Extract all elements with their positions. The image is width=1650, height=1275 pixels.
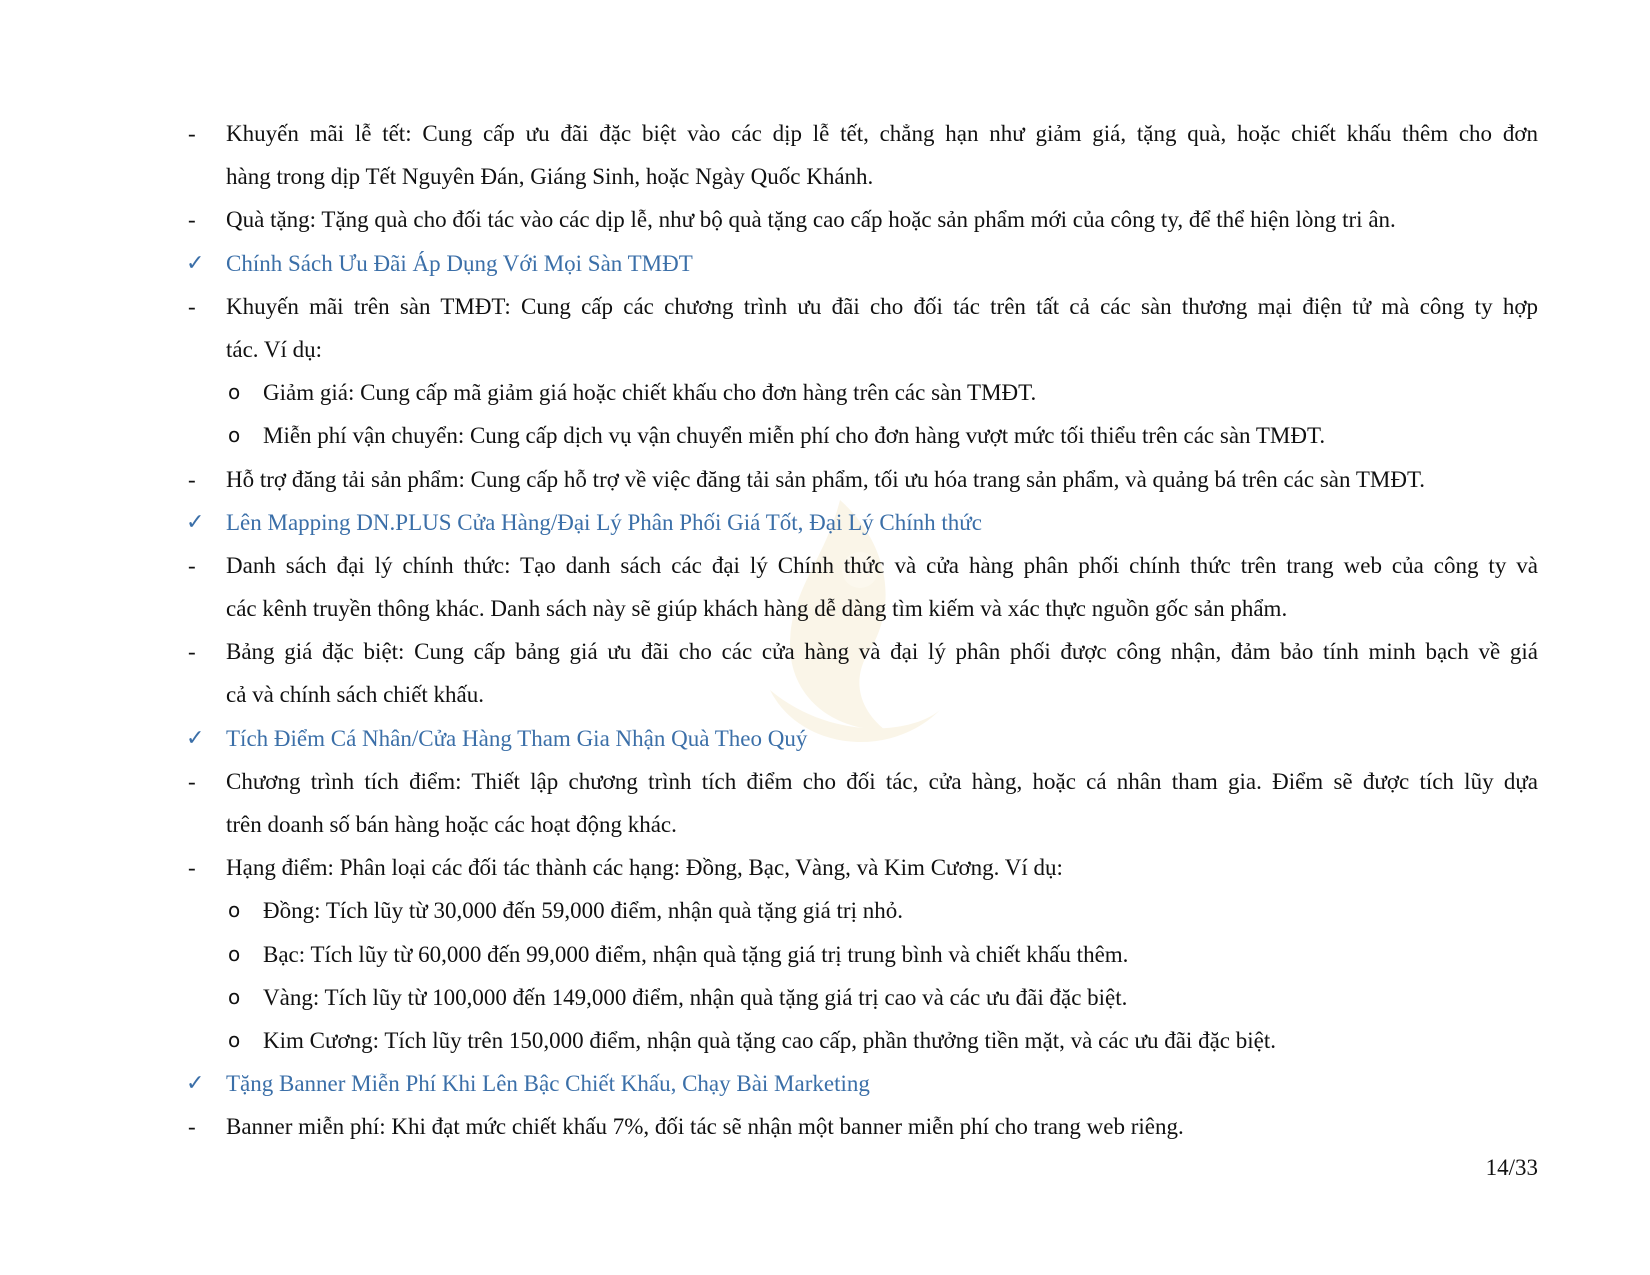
item-text: Danh sách đại lý chính thức: Tạo danh sách các đại lý Chính thức và cửa hàng phân phối chính thức trên trang web của công ty và xyxy=(226,552,1538,578)
bullet-item xyxy=(186,112,1538,155)
item-text: Miễn phí vận chuyển: Cung cấp dịch vụ vận chuyển miễn phí cho đơn hàng vượt mức tối thiểu trên các sàn TMĐT. xyxy=(263,423,1326,449)
bullet-item xyxy=(186,1105,1538,1148)
bullet-item xyxy=(186,285,1538,328)
section-heading xyxy=(186,717,1538,760)
circle-bullet-icon: o xyxy=(228,1027,241,1052)
dash-bullet: - xyxy=(188,466,196,492)
item-text: Bạc: Tích lũy từ 60,000 đến 99,000 điểm, nhận quà tặng giá trị trung bình và chiết khấu thêm. xyxy=(263,941,1129,967)
circle-bullet-icon: o xyxy=(228,898,241,923)
bullet-continuation xyxy=(186,155,1538,198)
bullet-item xyxy=(186,198,1538,241)
section-heading xyxy=(186,242,1538,285)
section-heading-text: Tích Điểm Cá Nhân/Cửa Hàng Tham Gia Nhận Quà Theo Quý xyxy=(226,725,808,751)
sub-bullet-item xyxy=(186,976,1538,1019)
checkmark-icon: ✓ xyxy=(186,250,205,276)
item-text: các kênh truyền thông khác. Danh sách này sẽ giúp khách hàng dễ dàng tìm kiếm và xác thực nguồn gốc sản phẩm. xyxy=(226,596,1288,622)
item-text: Kim Cương: Tích lũy trên 150,000 điểm, nhận quà tặng cao cấp, phần thưởng tiền mặt, và các ưu đãi đặc biệt. xyxy=(263,1027,1276,1053)
section-heading xyxy=(186,1062,1538,1105)
sub-bullet-item xyxy=(186,414,1538,457)
item-text: Hỗ trợ đăng tải sản phẩm: Cung cấp hỗ trợ về việc đăng tải sản phẩm, tối ưu hóa trang sản phẩm, và quảng bá trên các sàn TMĐT. xyxy=(226,466,1426,492)
circle-bullet-icon: o xyxy=(228,941,241,966)
item-text: tác. Ví dụ: xyxy=(226,336,323,362)
dash-bullet: - xyxy=(188,121,196,146)
dash-bullet: - xyxy=(188,207,196,233)
bullet-item xyxy=(186,760,1538,803)
circle-bullet-icon: o xyxy=(228,984,241,1009)
item-text: Banner miễn phí: Khi đạt mức chiết khấu 7%, đối tác sẽ nhận một banner miễn phí cho trang web riêng. xyxy=(226,1114,1184,1140)
bullet-item xyxy=(186,846,1538,889)
bullet-item xyxy=(186,630,1538,673)
circle-bullet-icon: o xyxy=(228,423,241,448)
section-heading-text: Chính Sách Ưu Đãi Áp Dụng Với Mọi Sàn TMĐT xyxy=(226,250,693,276)
item-text: Vàng: Tích lũy từ 100,000 đến 149,000 điểm, nhận quà tặng giá trị cao và các ưu đãi đặc biệt. xyxy=(263,984,1128,1010)
checkmark-icon: ✓ xyxy=(186,725,205,751)
dash-bullet: - xyxy=(188,768,196,794)
dash-bullet: - xyxy=(188,552,196,578)
item-text: trên doanh số bán hàng hoặc các hoạt động khác. xyxy=(226,812,677,837)
item-text: Bảng giá đặc biệt: Cung cấp bảng giá ưu đãi cho các cửa hàng và đại lý phân phối được công nhận, đảm bảo tính minh bạch về giá xyxy=(226,639,1538,665)
item-text: cả và chính sách chiết khấu. xyxy=(226,682,484,708)
sub-bullet-item xyxy=(186,933,1538,976)
document-body xyxy=(186,112,1538,1149)
item-text: Quà tặng: Tặng quà cho đối tác vào các dịp lễ, như bộ quà tặng cao cấp hoặc sản phẩm mới của công ty, để thể hiện lòng tri ân. xyxy=(226,207,1396,233)
bullet-item xyxy=(186,544,1538,587)
item-text: Giảm giá: Cung cấp mã giảm giá hoặc chiết khấu cho đơn hàng trên các sàn TMĐT. xyxy=(263,380,1037,406)
dash-bullet: - xyxy=(188,1114,196,1140)
sub-bullet-item xyxy=(186,371,1538,414)
bullet-continuation xyxy=(186,673,1538,716)
section-heading xyxy=(186,501,1538,544)
bullet-continuation xyxy=(186,587,1538,630)
dash-bullet: - xyxy=(188,293,196,319)
sub-bullet-item xyxy=(186,889,1538,932)
circle-bullet-icon: o xyxy=(228,380,241,405)
bullet-continuation xyxy=(186,328,1538,371)
checkmark-icon: ✓ xyxy=(186,1071,205,1097)
item-text: Chương trình tích điểm: Thiết lập chương trình tích điểm cho đối tác, cửa hàng, hoặc cá nhân tham gia. Điểm sẽ được tích lũy dựa xyxy=(226,768,1538,794)
item-text: Khuyến mãi lễ tết: Cung cấp ưu đãi đặc biệt vào các dịp lễ tết, chẳng hạn như giảm giá, tặng quà, hoặc chiết khấu thêm cho đơn xyxy=(226,121,1538,146)
section-heading-text: Tặng Banner Miễn Phí Khi Lên Bậc Chiết Khấu, Chạy Bài Marketing xyxy=(226,1071,870,1097)
bullet-continuation xyxy=(186,803,1538,846)
page-number: 14/33 xyxy=(1485,1155,1538,1180)
dash-bullet: - xyxy=(188,639,196,665)
item-text: hàng trong dịp Tết Nguyên Đán, Giáng Sinh, hoặc Ngày Quốc Khánh. xyxy=(226,164,874,190)
item-text: Đồng: Tích lũy từ 30,000 đến 59,000 điểm, nhận quà tặng giá trị nhỏ. xyxy=(263,898,903,924)
item-text: Hạng điểm: Phân loại các đối tác thành các hạng: Đồng, Bạc, Vàng, và Kim Cương. Ví dụ: xyxy=(226,855,1063,881)
section-heading-text: Lên Mapping DN.PLUS Cửa Hàng/Đại Lý Phân Phối Giá Tốt, Đại Lý Chính thức xyxy=(226,509,982,535)
item-text: Khuyến mãi trên sàn TMĐT: Cung cấp các chương trình ưu đãi cho đối tác trên tất cả các sàn thương mại điện tử mà công ty hợp xyxy=(226,293,1538,319)
sub-bullet-item xyxy=(186,1019,1538,1062)
bullet-item xyxy=(186,458,1538,501)
checkmark-icon: ✓ xyxy=(186,509,205,535)
dash-bullet: - xyxy=(188,855,196,881)
